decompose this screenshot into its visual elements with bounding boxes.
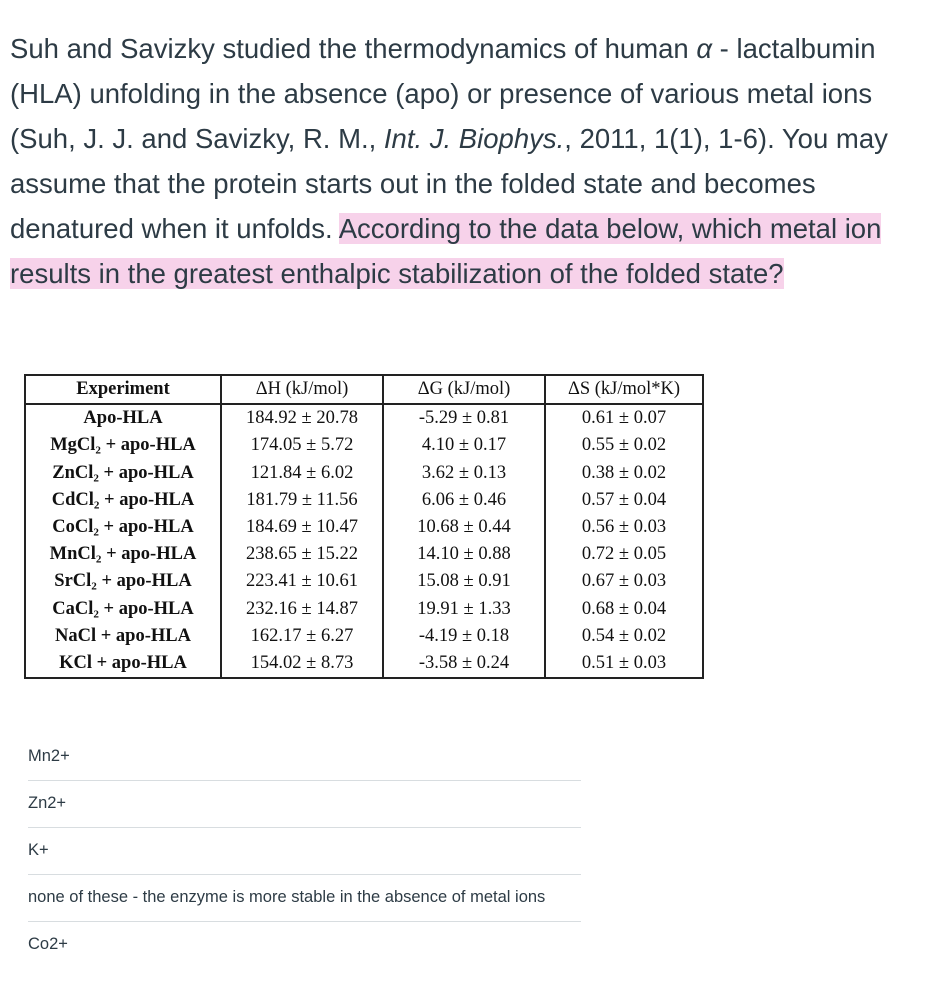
table-row xyxy=(25,432,703,459)
table-row xyxy=(25,568,703,595)
cell-delta-s: 0.72 ± 0.05 xyxy=(545,541,703,568)
alpha-symbol: α xyxy=(696,33,713,64)
answer-option-co[interactable]: Co2+ xyxy=(28,935,68,953)
thermodynamics-table-image xyxy=(24,374,704,679)
header-delta-s: ΔS (kJ/mol*K) xyxy=(545,375,703,404)
cell-delta-s: 0.68 ± 0.04 xyxy=(545,596,703,623)
thermodynamics-table xyxy=(24,374,704,679)
cell-delta-g: 14.10 ± 0.88 xyxy=(383,541,545,568)
cell-delta-h: 121.84 ± 6.02 xyxy=(221,460,383,487)
cell-delta-h: 238.65 ± 15.22 xyxy=(221,541,383,568)
cell-delta-s: 0.61 ± 0.07 xyxy=(545,404,703,432)
cell-delta-g: -4.19 ± 0.18 xyxy=(383,623,545,650)
answer-option-zn[interactable]: Zn2+ xyxy=(28,781,581,828)
table-row xyxy=(25,623,703,650)
header-delta-h: ΔH (kJ/mol) xyxy=(221,375,383,404)
cell-delta-h: 174.05 ± 5.72 xyxy=(221,432,383,459)
cell-delta-h: 162.17 ± 6.27 xyxy=(221,623,383,650)
question-part-3: , 2011, 1(1), 1-6). You may assume that the protein starts out in the folded state and becomes denatured when it unfolds. xyxy=(10,123,888,244)
cell-delta-g: -5.29 ± 0.81 xyxy=(383,404,545,432)
table-row xyxy=(25,487,703,514)
cell-experiment: CdCl₂ + apo-HLA xyxy=(25,487,221,514)
cell-experiment: MnCl₂ + apo-HLA xyxy=(25,541,221,568)
answer-option-none[interactable]: none of these - the enzyme is more stable in the absence of metal ions xyxy=(28,875,581,922)
table-row xyxy=(25,514,703,541)
table-row xyxy=(25,650,703,678)
cell-delta-s: 0.54 ± 0.02 xyxy=(545,623,703,650)
cell-experiment: KCl + apo-HLA xyxy=(25,650,221,678)
cell-delta-h: 181.79 ± 11.56 xyxy=(221,487,383,514)
cell-delta-g: 6.06 ± 0.46 xyxy=(383,487,545,514)
cell-experiment: SrCl₂ + apo-HLA xyxy=(25,568,221,595)
highlighted-question: According to the data below, which metal ion results in the greatest enthalpic stabilization of the folded state? xyxy=(10,213,882,289)
cell-experiment: Apo-HLA xyxy=(25,404,221,432)
cell-delta-g: 3.62 ± 0.13 xyxy=(383,460,545,487)
question-part-1: Suh and Savizky studied the thermodynamics of human xyxy=(10,33,697,64)
cell-delta-g: 15.08 ± 0.91 xyxy=(383,568,545,595)
cell-delta-s: 0.55 ± 0.02 xyxy=(545,432,703,459)
cell-delta-g: 19.91 ± 1.33 xyxy=(383,596,545,623)
cell-delta-h: 184.92 ± 20.78 xyxy=(221,404,383,432)
table-header-row xyxy=(25,375,703,404)
cell-experiment: NaCl + apo-HLA xyxy=(25,623,221,650)
cell-experiment: MgCl₂ + apo-HLA xyxy=(25,432,221,459)
cell-delta-h: 184.69 ± 10.47 xyxy=(221,514,383,541)
cell-delta-s: 0.67 ± 0.03 xyxy=(545,568,703,595)
table-row xyxy=(25,460,703,487)
cell-experiment: ZnCl₂ + apo-HLA xyxy=(25,460,221,487)
journal-name: Int. J. Biophys. xyxy=(383,123,565,154)
cell-delta-h: 154.02 ± 8.73 xyxy=(221,650,383,678)
cell-delta-s: 0.51 ± 0.03 xyxy=(545,650,703,678)
cell-delta-g: -3.58 ± 0.24 xyxy=(383,650,545,678)
table-row xyxy=(25,404,703,432)
cell-experiment: CoCl₂ + apo-HLA xyxy=(25,514,221,541)
table-row xyxy=(25,596,703,623)
cell-delta-g: 4.10 ± 0.17 xyxy=(383,432,545,459)
answer-list xyxy=(28,734,581,968)
answer-option-k[interactable]: K+ xyxy=(28,828,581,875)
cell-delta-h: 232.16 ± 14.87 xyxy=(221,596,383,623)
cell-experiment: CaCl₂ + apo-HLA xyxy=(25,596,221,623)
question-part-2: - lactalbumin (HLA) unfolding in the absence (apo) or presence of various metal ions (Suh, J. J. and Savizky, R. M., xyxy=(10,33,876,154)
cell-delta-h: 223.41 ± 10.61 xyxy=(221,568,383,595)
question-text xyxy=(10,26,910,296)
table-row xyxy=(25,541,703,568)
header-delta-g: ΔG (kJ/mol) xyxy=(383,375,545,404)
cell-delta-s: 0.38 ± 0.02 xyxy=(545,460,703,487)
answer-option-mn[interactable]: Mn2+ xyxy=(28,734,581,781)
cell-delta-s: 0.56 ± 0.03 xyxy=(545,514,703,541)
cell-delta-s: 0.57 ± 0.04 xyxy=(545,487,703,514)
cell-delta-g: 10.68 ± 0.44 xyxy=(383,514,545,541)
header-experiment: Experiment xyxy=(25,375,221,404)
